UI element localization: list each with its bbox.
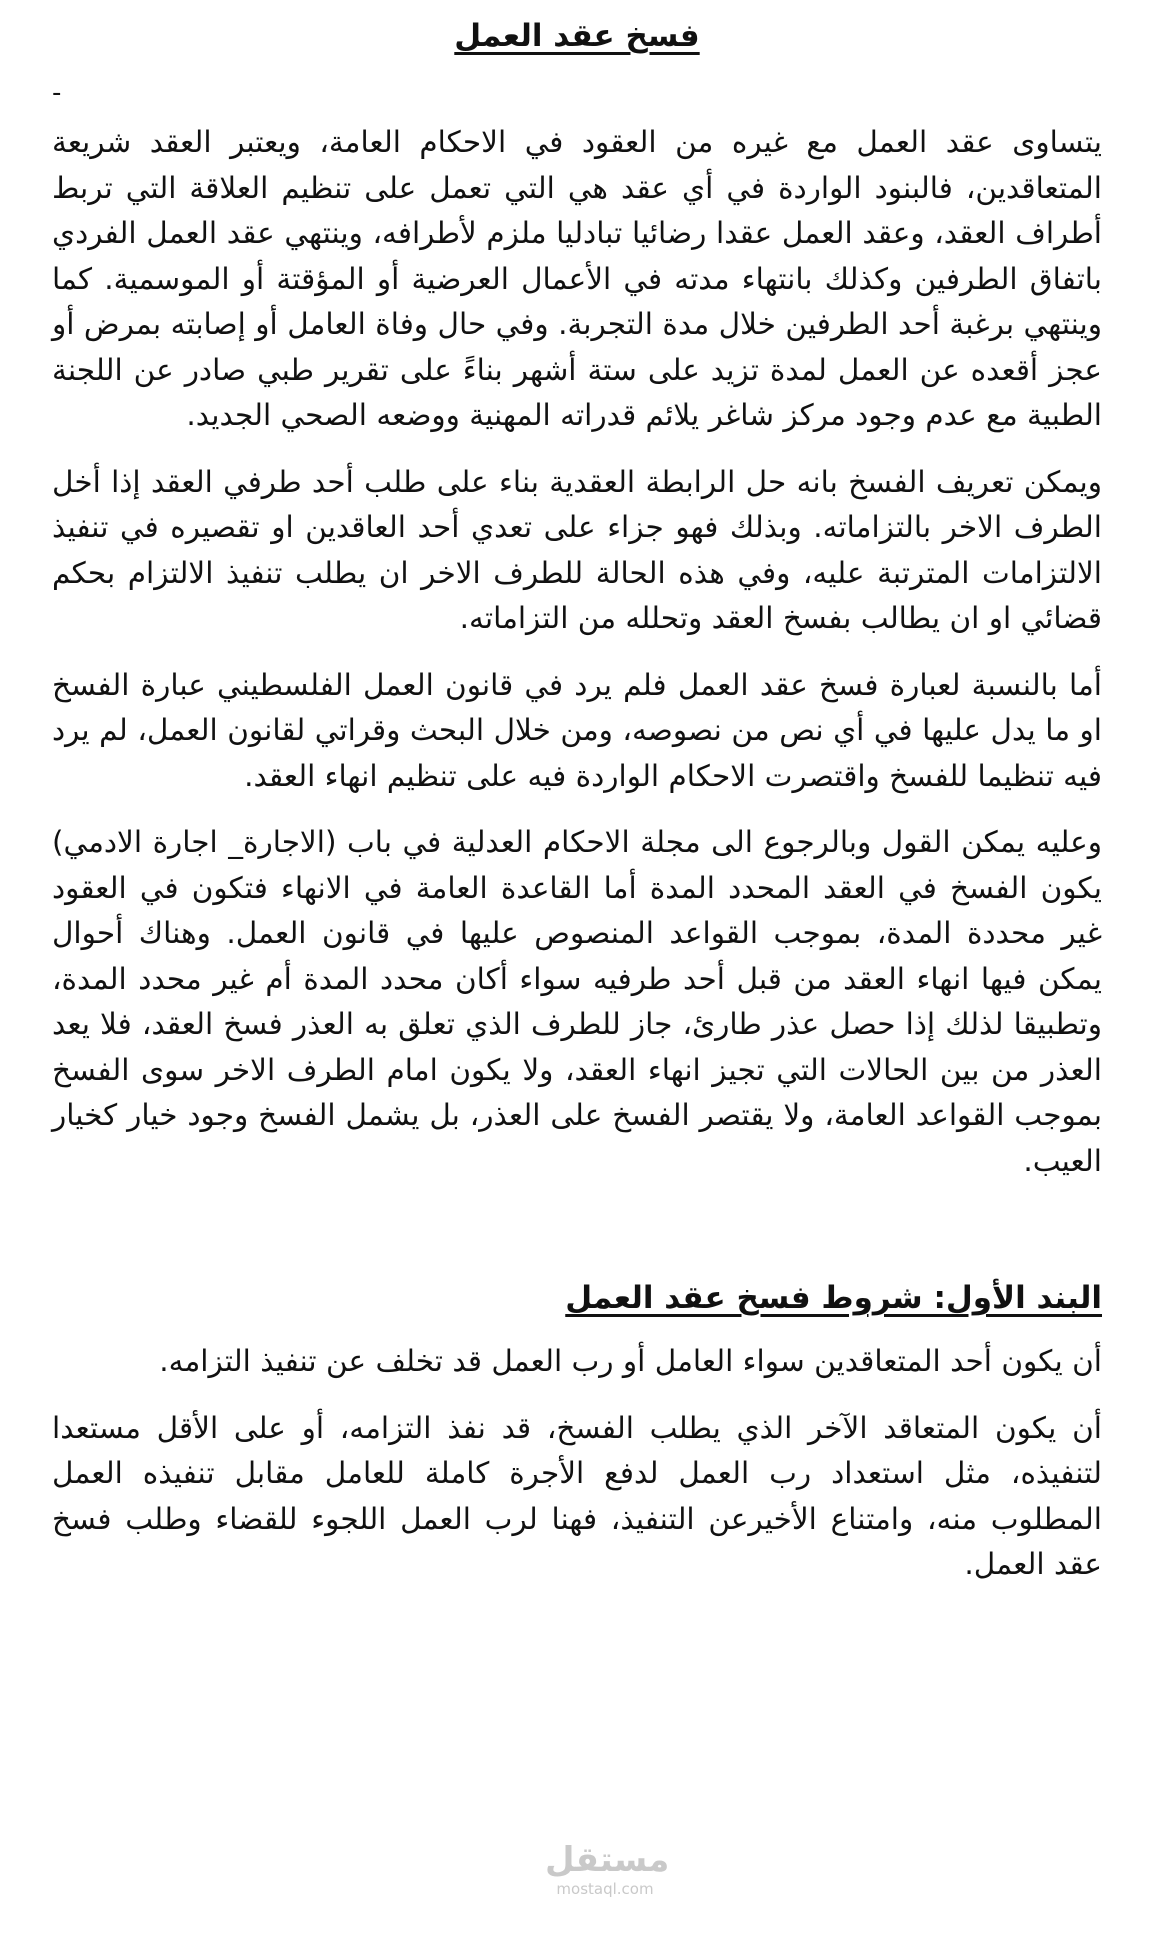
paragraph-definition: ويمكن تعريف الفسخ بانه حل الرابطة العقدية بناء على طلب أحد طرفي العقد إذا أخل الطرف الاخر بالتزاماته. وبذلك فهو جزاء على تعدي أحد العاقدين او تقصيره في تنفيذ الالتزامات المترتبة عليه، وفي هذه الحالة للطرف الاخر ان يطلب تنفيذ الالتزام بحكم قضائي او ان يطالب بفسخ العقد وتحلله من التزاماته. — [52, 464, 1102, 635]
section-heading: البند الأول: شروط فسخ عقد العمل — [565, 1280, 1102, 1316]
watermark-logo: مستقل — [545, 1840, 670, 1880]
page-title: فسخ عقد العمل — [454, 18, 700, 54]
condition-paragraph-2: أن يكون المتعاقد الآخر الذي يطلب الفسخ، قد نفذ التزامه، أو على الأقل مستعدا لتنفيذه، مثل استعداد رب العمل لدفع الأجرة كاملة للعامل مقابل تنفيذه العمل المطلوب منه، وامتناع الأخيرعن التنفيذ، فهنا لرب العمل اللجوء للقضاء وطلب فسخ عقد العمل. — [52, 1410, 1102, 1581]
paragraph-majalla: وعليه يمكن القول وبالرجوع الى مجلة الاحكام العدلية في باب (الاجارة_ اجارة الادمي) يكون الفسخ في العقد المحدد المدة أما القاعدة العامة في الانهاء فتكون في العقود غير محددة المدة، بموجب القواعد المنصوص عليها في قانون العمل. وهناك أحوال يمكن فيها انهاء العقد من قبل أحد طرفيه سواء أكان محدد المدة أم غير محدد المدة، وتطبيقا لذلك إذا حصل عذر طارئ، جاز للطرف الذي تعلق به العذر فسخ العقد، فلا يعد العذر من بين الحالات التي تجيز انهاء العقد، ولا يكون امام الطرف الاخر سوى الفسخ بموجب القواعد العامة، ولا يقتصر الفسخ على العذر، بل يشمل الفسخ وجود خيار كخيار العيب. — [52, 825, 1102, 1178]
paragraph-palestinian-law: أما بالنسبة لعبارة فسخ عقد العمل فلم يرد في قانون العمل الفلسطيني عبارة الفسخ او ما يدل عليها في أي نص من نصوصه، ومن خلال البحث وقراتي لقانون العمل، لم يرد فيه تنظيما للفسخ واقتصرت الاحكام الواردة فيه على تنظيم انهاء العقد. — [52, 667, 1102, 793]
dash-mark: - — [52, 78, 62, 108]
document-page — [52, 0, 1102, 1944]
paragraph-intro: يتساوى عقد العمل مع غيره من العقود في الاحكام العامة، ويعتبر العقد شريعة المتعاقدين، فالبنود الواردة في أي عقد هي التي تعمل على تنظيم العلاقة التي تربط أطراف العقد، وعقد العمل عقدا رضائيا تبادليا ملزم لأطرافه، وينتهي عقد العمل الفردي باتفاق الطرفين وكذلك بانتهاء مدته في الأعمال العرضية أو المؤقتة أو الموسمية. كما وينتهي برغبة أحد الطرفين خلال مدة التجربة. وفي حال وفاة العامل أو إصابته بمرض أو عجز أقعده عن العمل لمدة تزيد على ستة أشهر بناءً على تقرير طبي صادر عن اللجنة الطبية مع عدم وجود مركز شاغر يلائم قدراته المهنية ووضعه الصحي الجديد. — [52, 125, 1102, 432]
section-spacer — [52, 1205, 1102, 1275]
condition-paragraph-1: أن يكون أحد المتعاقدين سواء العامل أو رب العمل قد تخلف عن تنفيذ التزامه. — [159, 1344, 1102, 1378]
watermark-domain: mostaql.com — [556, 1880, 654, 1898]
